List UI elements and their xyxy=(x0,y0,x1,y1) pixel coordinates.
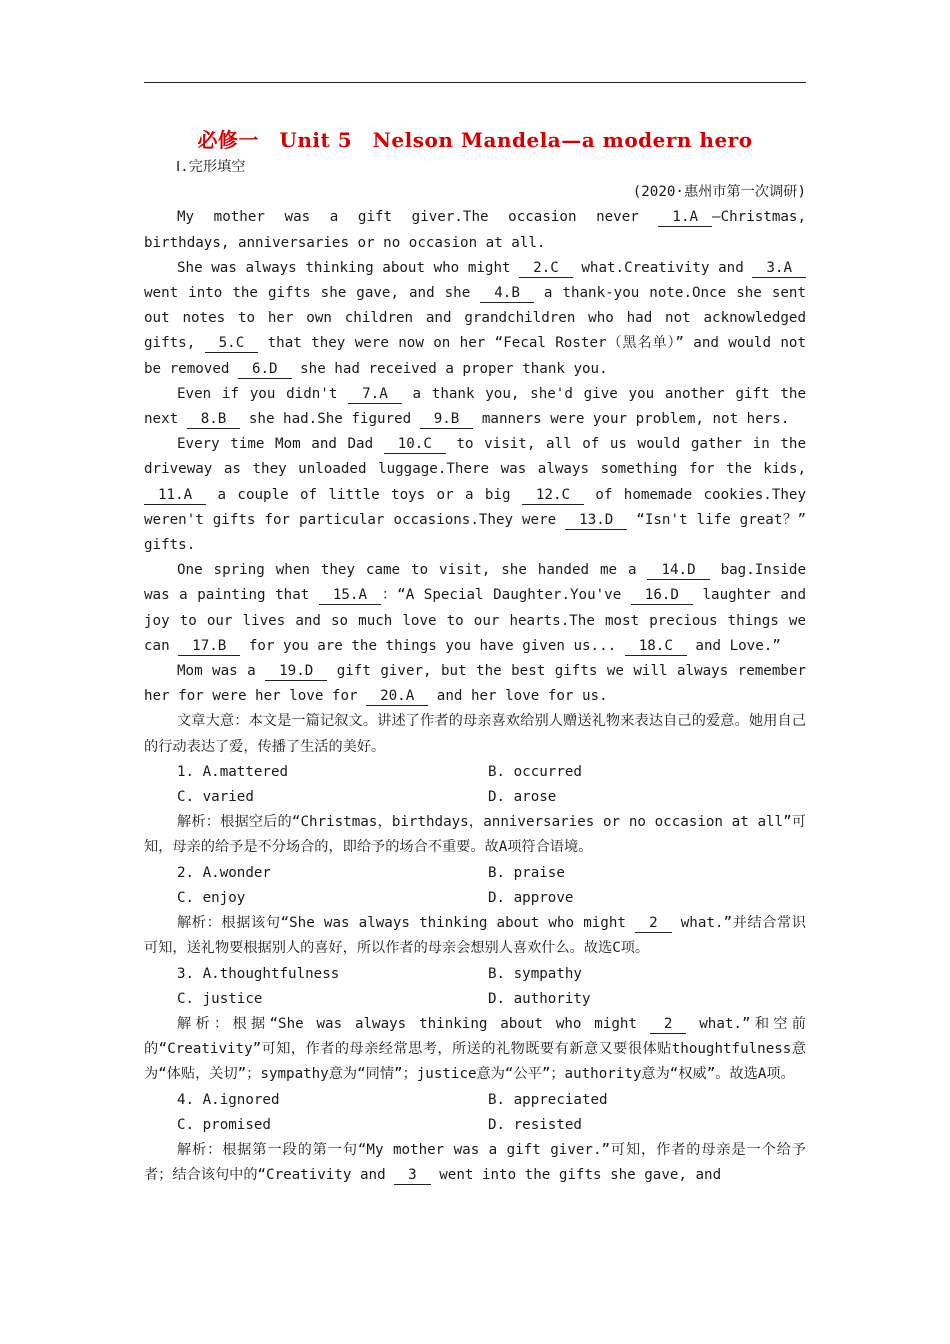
q2-options-row-1: 2. A.wonder B. praise xyxy=(177,864,565,881)
answer-blank: 20.A xyxy=(366,688,428,706)
q4-explanation: 解析：根据第一段的第一句“My mother was a gift giver.”可知，作者的母亲是一个给予者；结合该句中的“Creativity and 3 went into the gifts she gave, and xyxy=(144,1141,806,1184)
answer-blank: 3 xyxy=(394,1167,431,1185)
passage-paragraph-3: Even if you didn't 7.A a thank you, she'd give you another gift the next 8.B she had.She figured 9.B manners were your problem, not hers. xyxy=(144,385,806,428)
q1-explanation: 解析：根据空后的“Christmas，birthdays，anniversaries or no occasion at all”可知，母亲的给予是不分场合的，即给予的场合不重要。故A项符合语境。 xyxy=(144,814,806,856)
q1-options-row-1: 1. A.mattered B. occurred xyxy=(177,763,582,780)
answer-blank: 5.C xyxy=(205,335,259,353)
answer-blank: 11.A xyxy=(144,487,206,505)
answer-blank: 7.A xyxy=(348,386,402,404)
answer-blank: 6.D xyxy=(238,361,292,379)
q3-options-row-2: C. justice D. authority xyxy=(177,990,591,1007)
summary: 文章大意：本文是一篇记叙文。讲述了作者的母亲喜欢给别人赠送礼物来表达自己的爱意。她用自己的行动表达了爱，传播了生活的美好。 xyxy=(144,713,806,755)
document-body xyxy=(144,155,806,1188)
answer-blank: 2 xyxy=(635,915,672,933)
answer-blank: 14.D xyxy=(647,562,709,580)
q3-options-row-1: 3. A.thoughtfulness B. sympathy xyxy=(177,965,582,982)
answer-blank: 17.B xyxy=(178,638,240,656)
answer-blank: 2 xyxy=(650,1016,687,1034)
source-note: (2020·惠州市第一次调研) xyxy=(632,184,806,201)
passage-paragraph-5: One spring when they came to visit, she handed me a 14.D bag.Inside was a painting that 15.A ：“A Special Daughter.You've 16.D laughter and joy to our lives and so much love to our hearts.The most precious things we can 17.B for you are the things you have given us... 18.C and Love.” xyxy=(144,562,807,654)
answer-blank: 15.A xyxy=(319,587,381,605)
answer-blank: 8.B xyxy=(187,411,241,429)
answer-blank: 10.C xyxy=(384,436,446,454)
answer-blank: 16.D xyxy=(631,587,693,605)
passage-paragraph-1: My mother was a gift giver.The occasion never 1.A —Christmas, birthdays, anniversaries or no occasion at all. xyxy=(144,209,806,251)
q3-explanation: 解析：根据“She was always thinking about who might 2 what.”和空前的“Creativity”可知，作者的母亲经常思考，所送的礼物既要有新意又要很体贴thoughtfulness意为“体贴，关切”；sympathy意为“同情”；justice意为“公平”；authority意为“权威”。故选A项。 xyxy=(144,1015,806,1083)
q4-options-row-2: C. promised D. resisted xyxy=(177,1116,582,1133)
passage-paragraph-4: Every time Mom and Dad 10.C to visit, all of us would gather in the driveway as they unloaded luggage.There was always something for the kids, 11.A a couple of little toys or a big 12.C of homemade cookies.They weren't gifts for particular occasions.They were 13.D “Isn't life great？” gifts. xyxy=(144,436,806,554)
q2-options-row-2: C. enjoy D. approve xyxy=(177,889,574,906)
answer-blank: 13.D xyxy=(565,512,627,530)
answer-blank: 12.C xyxy=(522,487,584,505)
q1-options-row-2: C. varied D. arose xyxy=(177,789,557,806)
answer-blank: 4.B xyxy=(480,285,534,303)
answer-blank: 9.B xyxy=(420,411,474,429)
answer-blank: 18.C xyxy=(625,638,687,656)
passage-paragraph-6: Mom was a 19.D gift giver, but the best gifts we will always remember her for were her love for 20.A and her love for us. xyxy=(144,663,806,705)
answer-blank: 1.A xyxy=(658,209,712,227)
page-title: 必修一 Unit 5 Nelson Mandela—a modern hero xyxy=(197,128,753,152)
section-heading: Ⅰ.完形填空 xyxy=(176,159,246,175)
answer-blank: 2.C xyxy=(519,260,573,278)
answer-blank: 3.A xyxy=(752,260,806,278)
passage-paragraph-2: She was always thinking about who might 2.C what.Creativity and 3.A went into the gifts she gave, and she 4.B a thank-you note.Once she sent out notes to her own children and grandchildren who had not acknowledged gifts, 5.C that they were now on her “Fecal Roster（黑名单）” and would not be removed 6.D she had received a proper thank you. xyxy=(144,259,806,377)
q2-explanation: 解析：根据该句“She was always thinking about who might 2 what.”并结合常识可知，送礼物要根据别人的喜好，所以作者的母亲会想别人喜欢什么。故选C项。 xyxy=(144,915,806,957)
top-rule xyxy=(144,82,806,83)
q4-options-row-1: 4. A.ignored B. appreciated xyxy=(177,1091,608,1108)
answer-blank: 19.D xyxy=(265,663,327,681)
